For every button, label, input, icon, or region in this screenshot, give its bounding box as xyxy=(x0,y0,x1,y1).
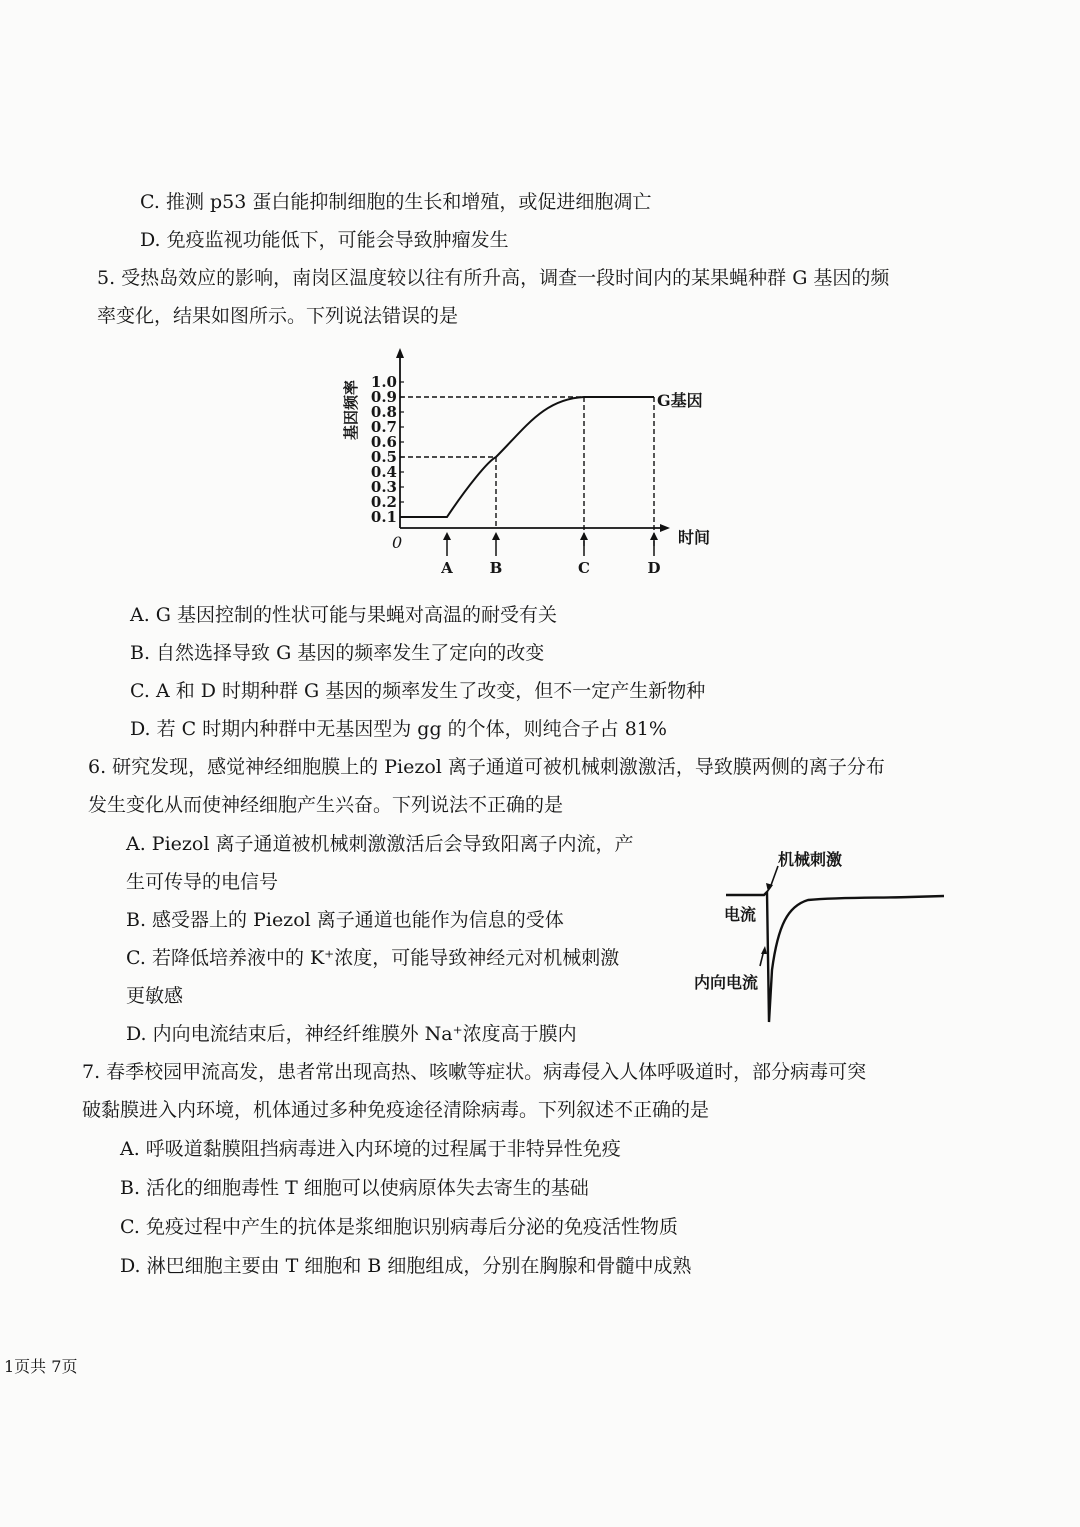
x-tick-arrow-head xyxy=(492,532,500,540)
q6-option-b: B. 感受器上的 Piezol 离子通道也能作为信息的受体 xyxy=(126,909,564,931)
x-tick-label: C xyxy=(578,559,590,577)
x-tick-label: A xyxy=(441,559,453,577)
current-trace-diagram xyxy=(690,840,960,1030)
g-gene-frequency-line xyxy=(400,397,654,517)
y-tick-label: 0.4 xyxy=(370,463,397,481)
q5-stem-line2: 率变化，结果如图所示。下列说法错误的是 xyxy=(97,305,459,327)
q6-stem-line1: 6. 研究发现，感觉神经细胞膜上的 Piezol 离子通道可被机械刺激激活，导致膜两侧的离子分布 xyxy=(88,756,885,778)
q6-option-c-line1: C. 若降低培养液中的 K⁺浓度，可能导致神经元对机械刺激 xyxy=(126,947,620,969)
x-tick-label: B xyxy=(489,559,503,577)
q6-stem-line2: 发生变化从而使神经细胞产生兴奋。下列说法不正确的是 xyxy=(88,794,564,816)
inward-current-arrow-head xyxy=(761,946,767,954)
q6-option-d: D. 内向电流结束后，神经纤维膜外 Na⁺浓度高于膜内 xyxy=(126,1023,577,1045)
q7-stem-line1: 7. 春季校园甲流高发，患者常出现高热、咳嗽等症状。病毒侵入人体呼吸道时，部分病毒可突 xyxy=(82,1061,867,1083)
x-axis-arrow xyxy=(660,524,670,532)
q5-option-a: A. G 基因控制的性状可能与果蝇对高温的耐受有关 xyxy=(130,604,558,626)
q5-option-b: B. 自然选择导致 G 基因的频率发生了定向的改变 xyxy=(130,642,545,664)
q5-stem-line1: 5. 受热岛效应的影响，南岗区温度较以往有所升高，调查一段时间内的某果蝇种群 G 基因的频 xyxy=(97,267,890,289)
series-label-g-gene: G基因 xyxy=(657,391,703,410)
y-tick-label: 0.8 xyxy=(370,403,397,421)
x-axis-label: 时间 xyxy=(678,528,711,547)
y-tick-label: 0.3 xyxy=(370,478,397,496)
y-tick-label: 0.1 xyxy=(370,508,397,526)
q7-option-c: C. 免疫过程中产生的抗体是浆细胞识别病毒后分泌的免疫活性物质 xyxy=(120,1216,678,1238)
q5-option-d: D. 若 C 时期内种群中无基因型为 gg 的个体，则纯合子占 81% xyxy=(130,718,667,740)
y-axis-arrow xyxy=(396,348,404,358)
y-tick-label: 0.7 xyxy=(370,418,397,436)
y-axis-label: 基因频率 xyxy=(342,379,360,441)
q7-option-a: A. 呼吸道黏膜阻挡病毒进入内环境的过程属于非特异性免疫 xyxy=(120,1138,621,1160)
x-tick-arrow-head xyxy=(580,532,588,540)
x-tick-arrow-head xyxy=(443,532,451,540)
current-trace-line xyxy=(726,892,944,1022)
q4-option-d: D. 免疫监视功能低下，可能会导致肿瘤发生 xyxy=(140,229,509,251)
x-tick-label: D xyxy=(647,559,661,577)
y-tick-label: 1.0 xyxy=(370,373,397,391)
origin-label: 0 xyxy=(392,533,403,552)
page-number: 1页共 7页 xyxy=(4,1357,78,1376)
q7-stem-line2: 破黏膜进入内环境，机体通过多种免疫途径清除病毒。下列叙述不正确的是 xyxy=(82,1099,710,1121)
current-label: 电流 xyxy=(724,905,757,924)
q6-option-c-line2: 更敏感 xyxy=(126,985,184,1007)
q4-option-c: C. 推测 p53 蛋白能抑制细胞的生长和增殖，或促进细胞凋亡 xyxy=(140,191,652,213)
q7-option-b: B. 活化的细胞毒性 T 细胞可以使病原体失去寄生的基础 xyxy=(120,1177,589,1199)
y-tick-label: 0.5 xyxy=(370,448,397,466)
gene-frequency-chart xyxy=(330,340,730,585)
inward-current-label: 内向电流 xyxy=(694,973,759,992)
stimulus-label: 机械刺激 xyxy=(778,850,843,869)
q5-option-c: C. A 和 D 时期种群 G 基因的频率发生了改变，但不一定产生新物种 xyxy=(130,680,706,702)
y-tick-label: 0.9 xyxy=(370,388,397,406)
y-tick-label: 0.2 xyxy=(370,493,397,511)
q7-option-d: D. 淋巴细胞主要由 T 细胞和 B 细胞组成，分别在胸腺和骨髓中成熟 xyxy=(120,1255,692,1277)
x-tick-arrow-head xyxy=(650,532,658,540)
y-tick-label: 0.6 xyxy=(370,433,397,451)
q6-option-a-line2: 生可传导的电信号 xyxy=(126,871,279,893)
q6-option-a-line1: A. Piezol 离子通道被机械刺激激活后会导致阳离子内流，产 xyxy=(126,833,634,855)
